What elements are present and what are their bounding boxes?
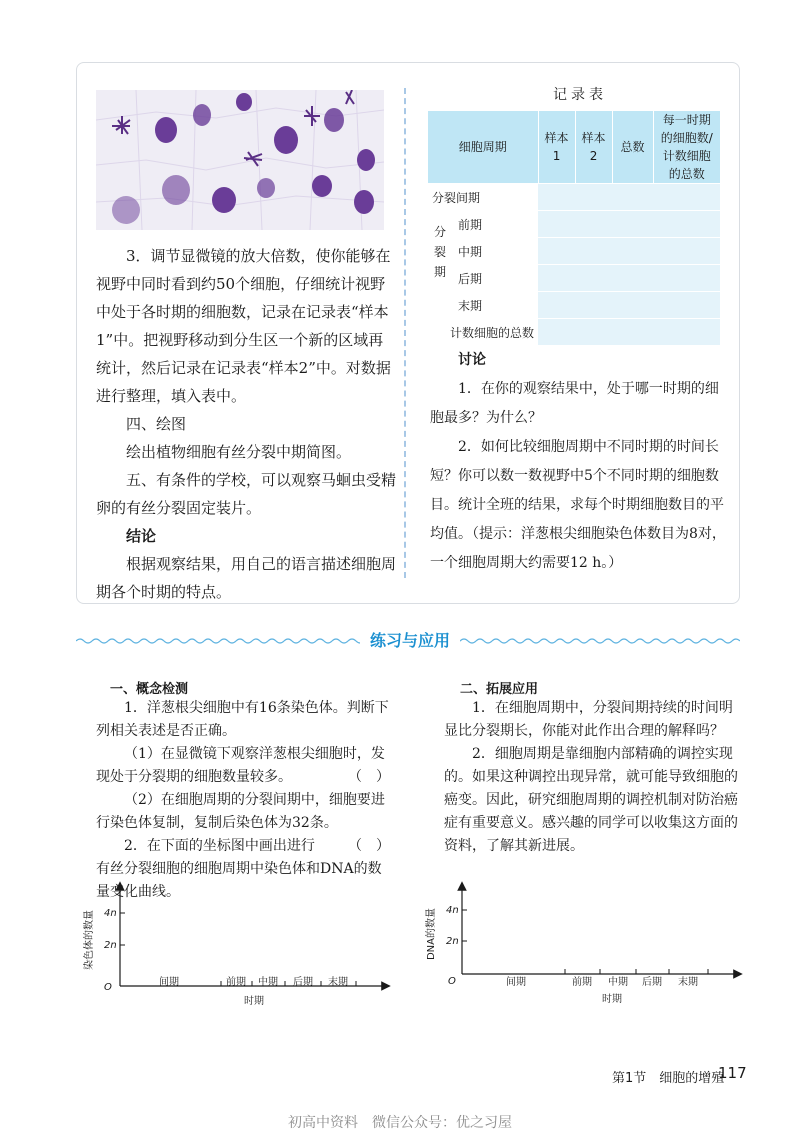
y-axis-label: DNA的数量 xyxy=(426,907,437,961)
discussion-q1: 1．在你的观察结果中，处于哪一时期的细胞最多？为什么？ xyxy=(430,381,719,426)
step-4-text: 绘出植物细胞有丝分裂中期简图。 xyxy=(126,443,352,461)
header-cell-cycle: 细胞周期 xyxy=(428,111,538,184)
section-1-title: 一、概念检测 xyxy=(110,682,189,697)
discussion-q2: 2．如何比较细胞周期中不同时期的时间长短？你可以数一数视野中5个不同时期的细胞数目。统计全班的结果，求每个时期细胞数目的平均值。（提示：洋葱根尖细胞染色体数目为8对，一个细胞周期大约需要12 h。） xyxy=(430,439,726,571)
step-4-title: 四、绘图 xyxy=(126,415,187,433)
discussion-title: 讨论 xyxy=(458,352,486,368)
y-tick-4n: 4n xyxy=(446,905,459,916)
x-tick-metaphase: 中期 xyxy=(608,977,628,988)
x-tick-interphase: 间期 xyxy=(159,977,179,988)
x-tick-metaphase: 中期 xyxy=(258,977,278,988)
mitosis-label: 分裂期 xyxy=(434,225,447,279)
watermark: 初高中资料 微信公众号：优之习屋 xyxy=(288,1115,512,1131)
row-metaphase: 中期 xyxy=(428,238,538,265)
exercises-banner: 练习与应用 xyxy=(360,628,460,651)
column-divider xyxy=(404,88,406,578)
x-tick-prophase: 前期 xyxy=(226,977,246,988)
q1-2: （2）在细胞周期的分裂间期中，细胞要进行染色体复制，复制后染色体为32条。 （ ） xyxy=(96,789,390,835)
footer-section-title: 第1节 细胞的增殖 xyxy=(612,1071,725,1086)
x-axis-label: 时期 xyxy=(602,994,622,1005)
extension-q2: 2．细胞周期是靠细胞内部精确的调控实现的。如果这种调控出现异常，就可能导致细胞的癌变。因此，研究细胞周期的调控机制对防治癌症有重要意义。感兴趣的同学可以收集这方面的资料，了解其新进展。 xyxy=(444,746,738,854)
x-axis-label: 时期 xyxy=(244,996,264,1007)
practice-steps xyxy=(96,242,396,606)
row-telophase: 末期 xyxy=(428,292,538,319)
conclusion-title: 结论 xyxy=(126,527,157,545)
record-table xyxy=(428,111,720,346)
page-number: 117 xyxy=(718,1064,747,1082)
exercises-right xyxy=(444,697,744,858)
row-total-count: 计数细胞的总数 xyxy=(428,319,538,346)
step-3: 3．调节显微镜的放大倍数，使你能够在视野中同时看到约50个细胞，仔细统计视野中处于各时期的细胞数，记录在记录表“样本1”中。把视野移动到分生区一个新的区域再统计，然后记录在记录表“样本2”中。对数据进行整理，填入表中。 xyxy=(96,247,391,405)
header-sample-2: 样本2 xyxy=(575,111,612,184)
x-tick-telophase: 末期 xyxy=(678,977,698,988)
extension-q1: 1．在细胞周期中，分裂间期持续的时间明显比分裂期长，你能对此作出合理的解释吗？ xyxy=(444,700,733,739)
header-sample-1: 样本1 xyxy=(538,111,575,184)
record-table-title: 记录表 xyxy=(553,87,607,103)
step-5: 五、有条件的学校，可以观察马蛔虫受精卵的有丝分裂固定装片。 xyxy=(96,471,397,517)
origin-label: O xyxy=(448,976,456,987)
y-tick-2n: 2n xyxy=(104,940,117,951)
dna-graph xyxy=(418,878,748,1012)
header-total: 总数 xyxy=(612,111,653,184)
x-tick-telophase: 末期 xyxy=(328,977,348,988)
x-tick-anaphase: 后期 xyxy=(642,977,662,988)
x-tick-interphase: 间期 xyxy=(506,977,526,988)
x-tick-prophase: 前期 xyxy=(572,977,592,988)
row-prophase: 前期 xyxy=(428,211,538,238)
header-ratio: 每一时期的细胞数/计数细胞的总数 xyxy=(653,111,720,184)
y-tick-4n: 4n xyxy=(104,908,117,919)
q1-1: （1）在显微镜下观察洋葱根尖细胞时，发现处于分裂期的细胞数量较多。 （ ） xyxy=(96,743,390,789)
answer-blank-1[interactable]: （ ） xyxy=(348,769,390,785)
y-tick-2n: 2n xyxy=(446,936,459,947)
q1-intro: 1．洋葱根尖细胞中有16条染色体。判断下列相关表述是否正确。 xyxy=(96,700,389,739)
origin-label: O xyxy=(104,982,112,993)
chromosome-graph xyxy=(76,878,396,1012)
exercises-left xyxy=(96,697,390,904)
row-interphase: 分裂间期 xyxy=(428,184,538,211)
y-axis-label: 染色体的数量 xyxy=(84,910,95,970)
micrograph-image xyxy=(96,90,384,230)
row-anaphase: 后期 xyxy=(428,265,538,292)
discussion xyxy=(430,346,726,578)
section-2-title: 二、拓展应用 xyxy=(460,682,539,697)
answer-blank-2[interactable]: （ ） xyxy=(348,838,390,854)
x-tick-anaphase: 后期 xyxy=(293,977,313,988)
conclusion-text: 根据观察结果，用自己的语言描述细胞周期各个时期的特点。 xyxy=(96,555,397,601)
q2: 2．在下面的坐标图中画出进行有丝分裂细胞的细胞周期中染色体和DNA的数量变化曲线。 xyxy=(96,838,382,900)
